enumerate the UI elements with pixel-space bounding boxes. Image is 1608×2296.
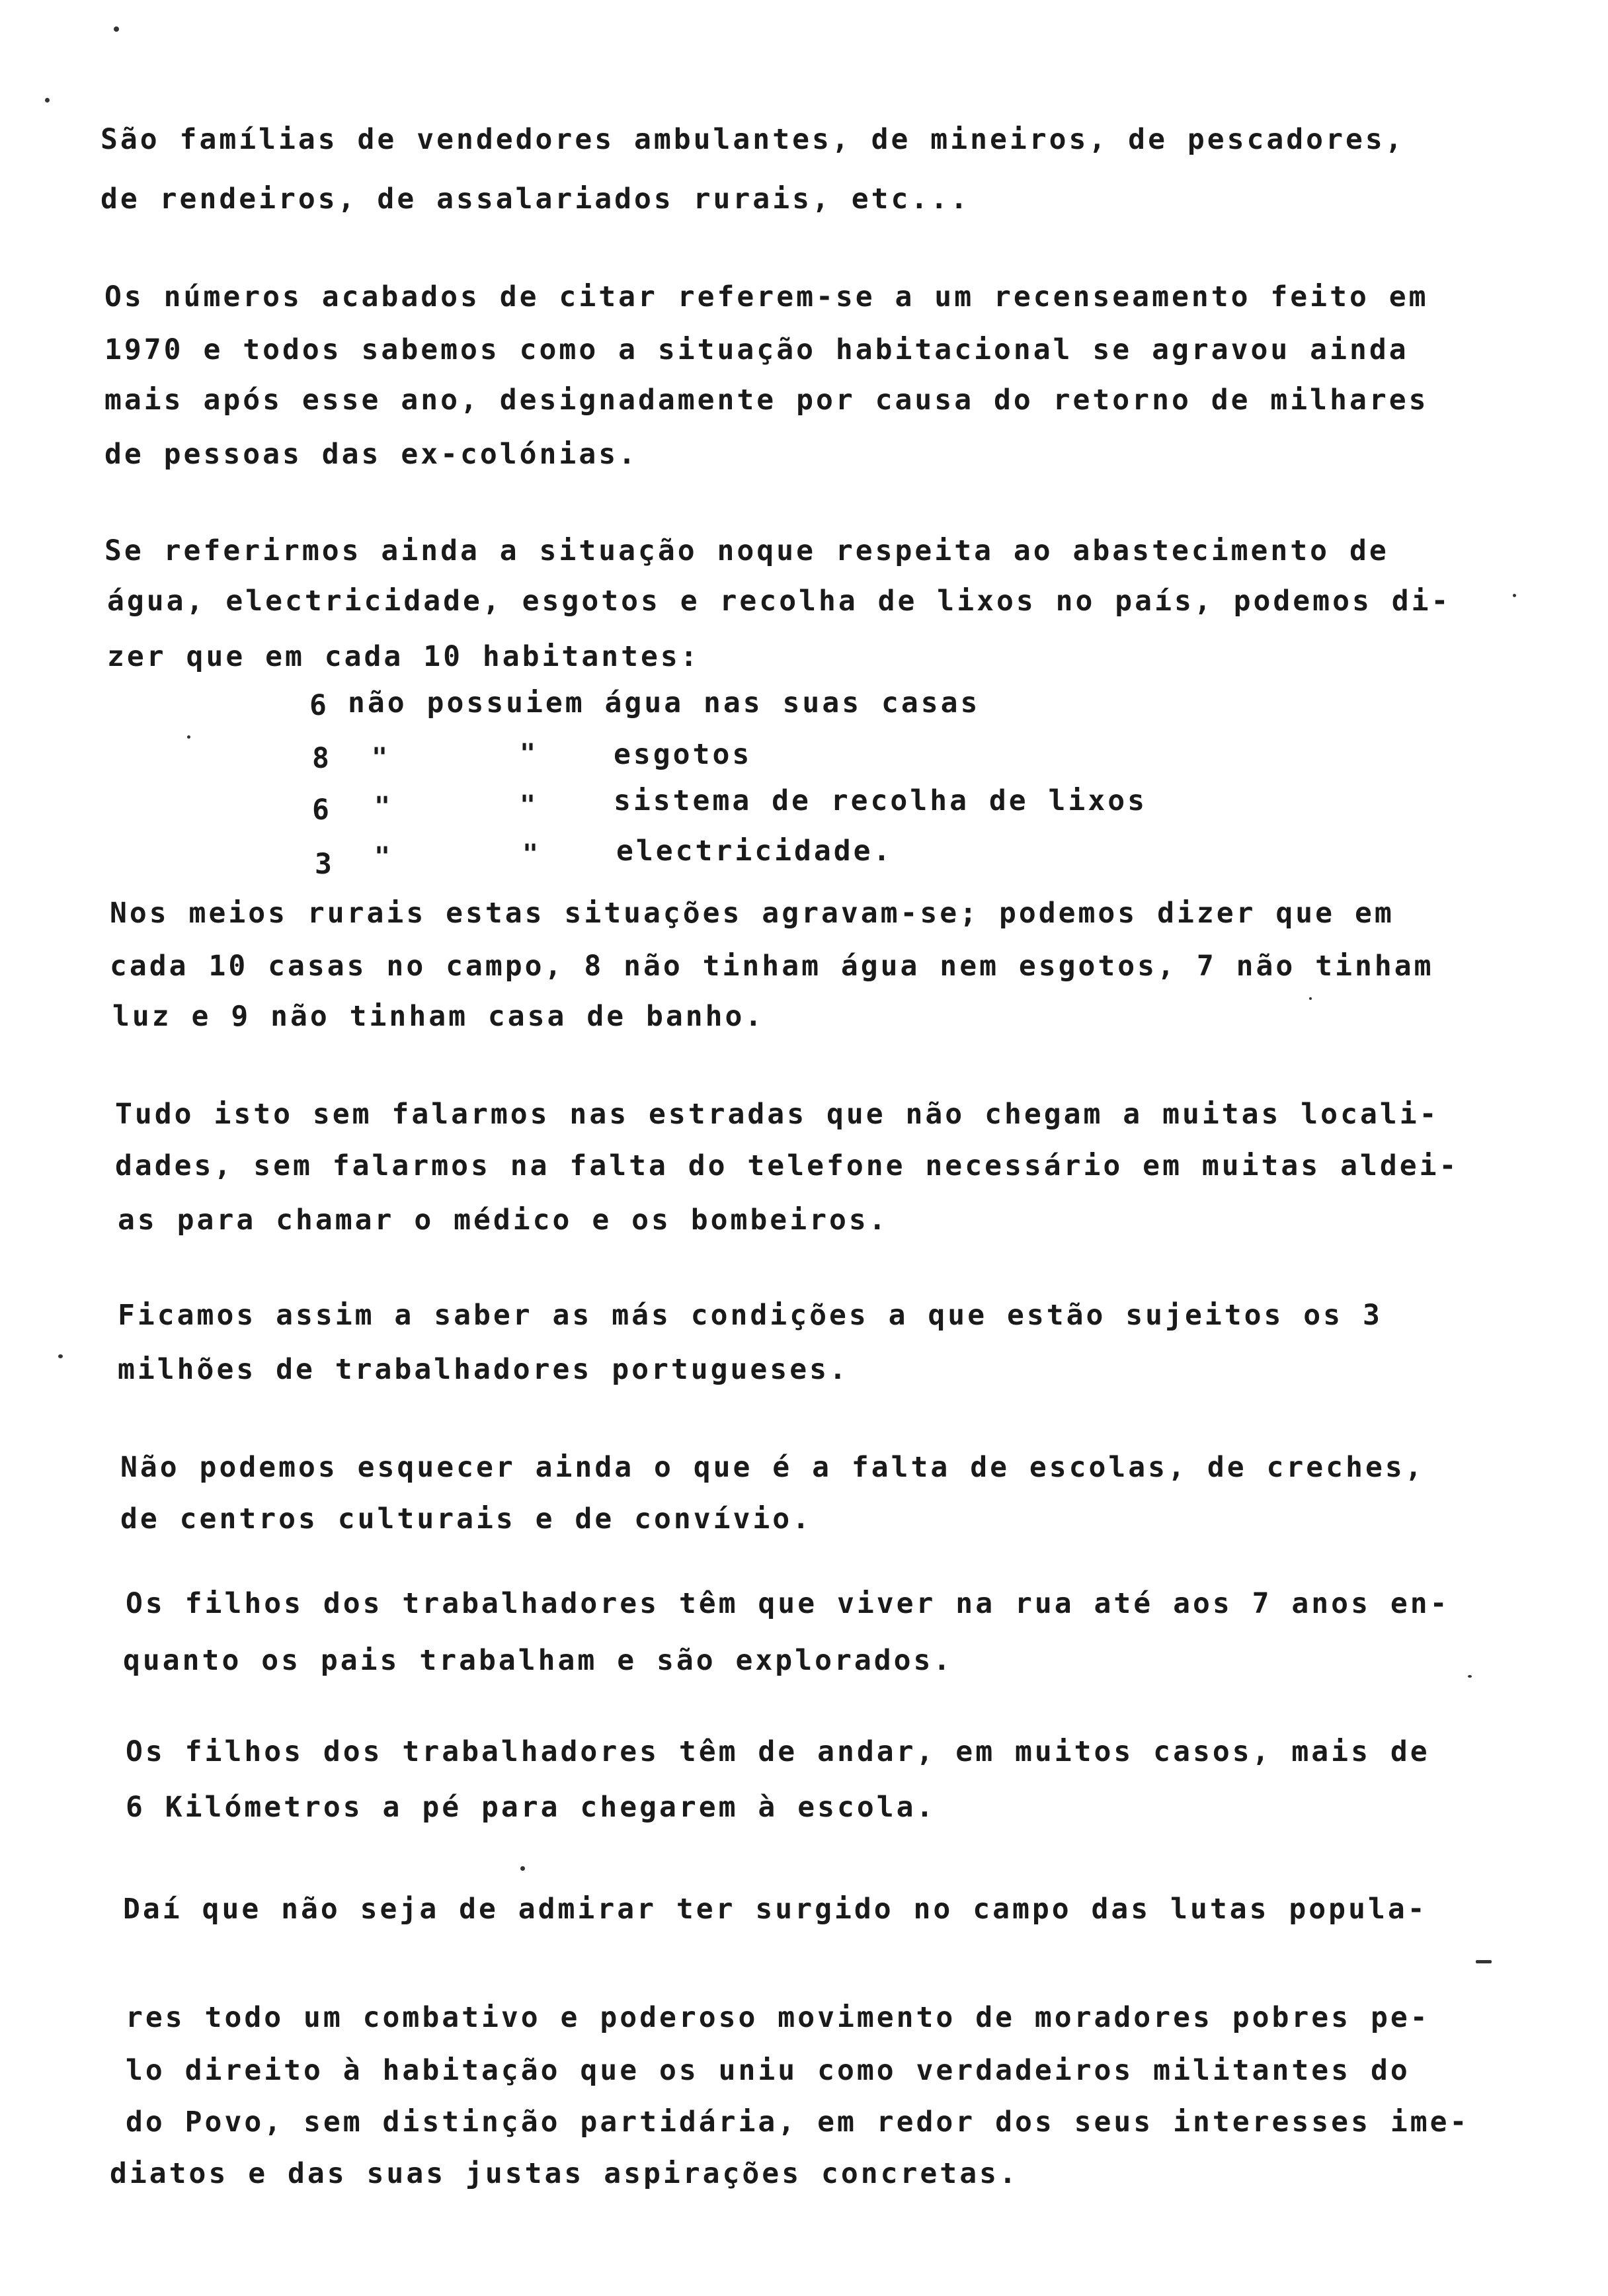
list-item-text: sistema de recolha de lixos xyxy=(614,784,1147,817)
text-line: Daí que não seja de admirar ter surgido no campo das lutas popula- xyxy=(123,1893,1427,1926)
list-item-text: electricidade. xyxy=(616,835,893,868)
text-line: zer que em cada 10 habitantes: xyxy=(107,640,700,673)
text-line: Nos meios rurais estas situações agravam-se; podemos dizer que em xyxy=(110,897,1394,930)
text-line: de centros culturais e de convívio. xyxy=(120,1502,813,1536)
text-line: água, electricidade, esgotos e recolha de lixos no país, podemos di- xyxy=(107,585,1451,618)
scan-speck xyxy=(114,26,119,32)
scan-speck xyxy=(187,735,190,739)
text-line: do Povo, sem distinção partidária, em redor dos seus interesses ime- xyxy=(126,2106,1470,2139)
scan-speck xyxy=(1309,997,1312,1000)
scan-speck xyxy=(1476,1960,1492,1963)
text-line: as para chamar o médico e os bombeiros. xyxy=(118,1204,889,1237)
ditto-mark: " xyxy=(374,792,391,822)
text-line: de rendeiros, de assalariados rurais, etc... xyxy=(100,183,971,216)
text-line: Os filhos dos trabalhadores têm que viver na rua até aos 7 anos en- xyxy=(126,1587,1450,1620)
text-line: quanto os pais trabalham e são explorados. xyxy=(123,1644,953,1677)
scan-speck xyxy=(1468,1675,1472,1678)
text-line: Os filhos dos trabalhadores têm de andar, em muitos casos, mais de xyxy=(126,1735,1430,1768)
ditto-mark: " xyxy=(520,790,536,821)
ditto-mark: " xyxy=(372,743,388,773)
text-line: Se referirmos ainda a situação noque respeita ao abastecimento de xyxy=(104,534,1389,567)
list-item-number: 6 xyxy=(309,689,327,722)
scan-speck xyxy=(520,1866,525,1871)
text-line: milhões de trabalhadores portugueses. xyxy=(118,1353,849,1386)
list-item-text: esgotos xyxy=(614,738,752,771)
text-line: 6 Kilómetros a pé para chegarem à escola. xyxy=(126,1791,936,1824)
text-line: São famílias de vendedores ambulantes, de mineiros, de pescadores, xyxy=(100,123,1405,156)
scan-speck xyxy=(45,98,50,102)
text-line: dades, sem falarmos na falta do telefone necessário em muitas aldei- xyxy=(115,1149,1459,1182)
list-item-number: 8 xyxy=(312,742,329,775)
text-line: Os números acabados de citar referem-se a um recenseamento feito em xyxy=(104,280,1429,313)
text-line: mais após esse ano, designadamente por causa do retorno de milhares xyxy=(104,384,1429,417)
scan-speck xyxy=(1513,594,1516,597)
text-line: Tudo isto sem falarmos nas estradas que não chegam a muitas locali- xyxy=(115,1098,1439,1131)
list-item-text: não possuiem água nas suas casas xyxy=(348,686,981,719)
text-line: luz e 9 não tinham casa de banho. xyxy=(112,1000,765,1033)
ditto-mark: " xyxy=(374,842,391,872)
text-line: 1970 e todos sabemos como a situação habitacional se agravou ainda xyxy=(104,333,1409,366)
text-line: res todo um combativo e poderoso movimento de moradores pobres pe- xyxy=(126,2001,1430,2034)
text-line: diatos e das suas justas aspirações concretas. xyxy=(110,2157,1019,2190)
ditto-mark: " xyxy=(520,739,536,769)
list-item-number: 6 xyxy=(312,794,329,827)
scan-speck xyxy=(58,1354,63,1358)
text-line: cada 10 casas no campo, 8 não tinham água nem esgotos, 7 não tinham xyxy=(110,950,1434,983)
list-item-number: 3 xyxy=(315,848,332,881)
text-line: Ficamos assim a saber as más condições a que estão sujeitos os 3 xyxy=(118,1299,1383,1332)
ditto-mark: " xyxy=(522,839,539,870)
text-line: de pessoas das ex-colónias. xyxy=(104,438,638,471)
text-line: lo direito à habitação que os uniu como verdadeiros militantes do xyxy=(126,2054,1410,2087)
text-line: Não podemos esquecer ainda o que é a falta de escolas, de creches, xyxy=(120,1451,1425,1484)
